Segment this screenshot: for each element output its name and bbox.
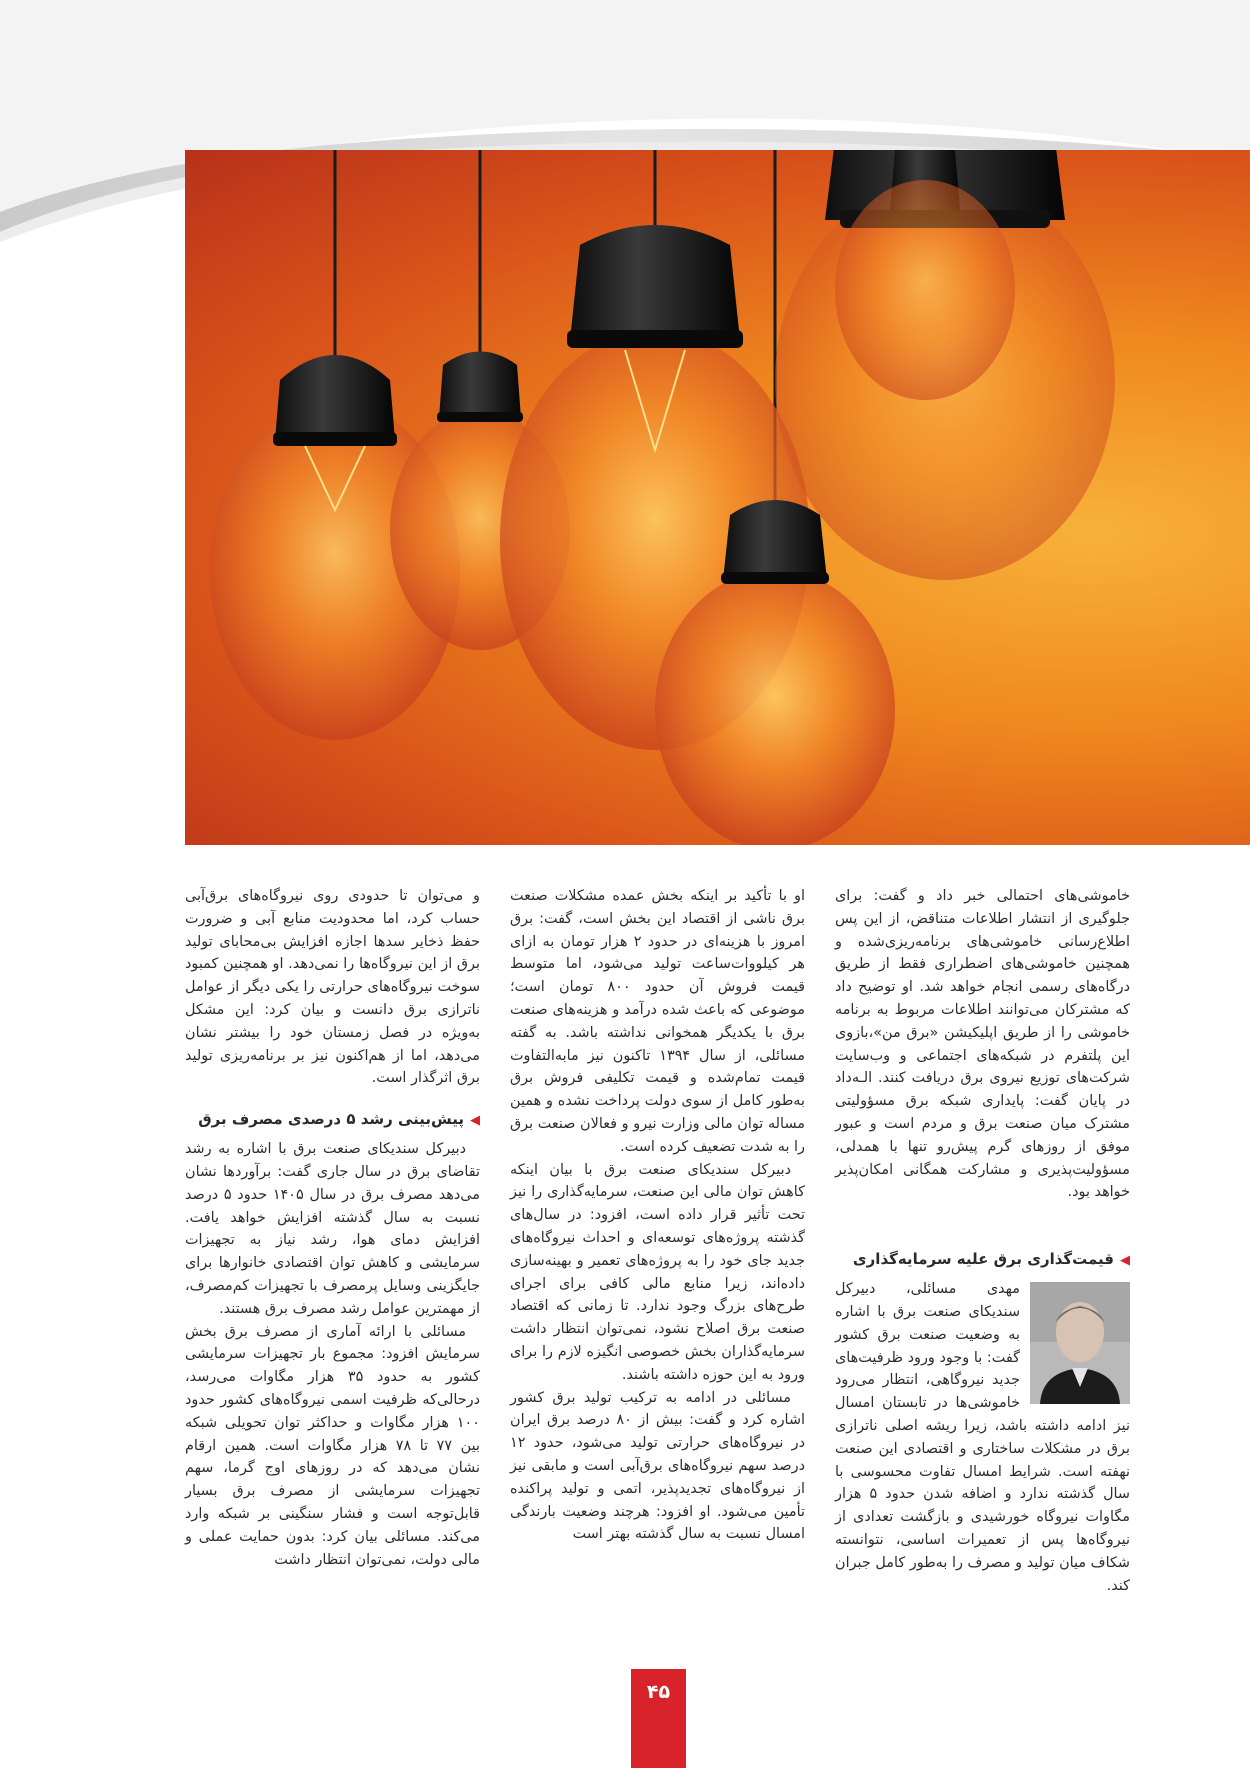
text-column-left: [185, 885, 480, 1571]
section-heading: [835, 1248, 1130, 1272]
section-heading: [185, 1108, 480, 1132]
text-column-right: [835, 885, 1130, 1597]
author-portrait: [1030, 1282, 1130, 1404]
paragraph: مهدی مسائلی، دبیرکل سندیکای صنعت برق با اشاره به وضعیت صنعت برق کشور گفت: با وجود ورود ظرفیت‌های جدید نیروگاهی، انتظار می‌رود خاموشی‌ها در تابستان امسال نیز ادامه داشته باشد، زیرا ریشه اصلی ناترازی برق در مشکلات ساختاری و اقتصادی این صنعت نهفته است. شرایط امسال تفاوت محسوسی با سال گذشته ندارد و اضافه شدن حدود ۵ هزار مگاوات نیروگاه خورشیدی و بازگشت تعدادی از نیروگاه‌ها پس از تعمیرات اساسی، نتوانسته شکاف میان تولید و مصرف را به‌طور کامل جبران کند.: [835, 1281, 1130, 1594]
paragraph: دبیرکل سندیکای صنعت برق با اشاره به رشد تقاضای برق در سال جاری گفت: برآوردها نشان می‌دهد مصرف برق در سال ۱۴۰۵ حدود ۵ درصد نسبت به سال گذشته افزایش خواهد یافت. افزایش دمای هوا، رشد نیاز به تجهیزات سرمایشی و کاهش توان اقتصادی خانوارها برای جایگزینی وسایل پرمصرف با تجهیزات کم‌مصرف، از مهمترین عوامل رشد مصرف برق هستند.: [185, 1141, 480, 1317]
paragraph: مسائلی با ارائه آماری از مصرف برق بخش سرمایش افزود: مجموع بار تجهیزات سرمایشی کشور به حدود ۳۵ هزار مگاوات می‌رسد، درحالی‌که ظرفیت اسمی نیروگاه‌های کشور حدود ۱۰۰ هزار مگاوات و حداکثر توان تحویلی شبکه بین ۷۷ تا ۷۸ هزار مگاوات است. همین ارقام نشان می‌دهد که در روزهای اوج گرما، سهم تجهیزات سرمایشی از مصرف برق بسیار قابل‌توجه است و فشار سنگینی بر شبکه وارد می‌کند. مسائلی بیان کرد: بدون حمایت عملی و مالی دولت، نمی‌توان انتظار داشت: [185, 1323, 480, 1568]
paragraph: دبیرکل سندیکای صنعت برق با بیان اینکه کاهش توان مالی این صنعت، سرمایه‌گذاری را نیز تحت تأثیر قرار داده است، افزود: در سال‌های گذشته پروژه‌های توسعه‌ای و احداث نیروگاه‌های جدید جای خود را به پروژه‌های تعمیر و بهینه‌سازی داده‌اند، زیرا منابع مالی کافی برای اجرای طرح‌های بزرگ وجود ندارد. تا زمانی که اقتصاد صنعت برق اصلاح نشود، نمی‌توان انتظار داشت سرمایه‌گذاران بخش خصوصی انگیزه لازم را برای ورود به این حوزه داشته باشند.: [510, 1161, 805, 1383]
paragraph: مسائلی در ادامه به ترکیب تولید برق کشور اشاره کرد و گفت: بیش از ۸۰ درصد برق ایران در نیروگاه‌های حرارتی تولید می‌شود، حدود ۱۲ درصد سهم نیروگاه‌های برق‌آبی است و مابقی نیز از نیروگاه‌های تجدیدپذیر، اتمی و تولید پراکنده تأمین می‌شود. او افزود: هرچند وضعیت بارندگی امسال نسبت به سال گذشته بهتر است: [510, 1389, 805, 1543]
hero-image-light-bulbs: [185, 150, 1250, 845]
paragraph: خاموشی‌های احتمالی خبر داد و گفت: برای جلوگیری از انتشار اطلاعات متناقض، از این پس اطلاع‌رسانی خاموشی‌های برنامه‌ریزی‌شده و همچنین خاموشی‌های اضطراری فقط از طریق درگاه‌های رسمی انجام خواهد شد. او توضیح داد که مشترکان می‌توانند اطلاعات مربوط به برنامه خاموشی را از طریق اپلیکیشن «برق من»،بازوی این پلتفرم در شبکه‌های اجتماعی و وب‌سایت شرکت‌های توزیع نیروی برق دریافت کنند. الـه‌داد در پایان گفت: پایداری شبکه برق مسؤولیتی مشترک میان صنعت برق و مردم است و عبور موفق از روزهای گرم پیش‌رو تنها با همدلی، مسؤولیت‌پذیری و مشارکت همگانی امکان‌پذیر خواهد بود.: [835, 888, 1130, 1201]
paragraph: و می‌توان تا حدودی روی نیروگاه‌های برق‌آبی حساب کرد، اما محدودیت منابع آبی و ضرورت حفظ ذخایر سدها اجازه افزایش بی‌محابای تولید برق از این نیروگاه‌ها را نمی‌دهد. او همچنین کمبود سوخت نیروگاه‌های حرارتی را یکی دیگر از عوامل ناترازی برق دانست و بیان کرد: این مشکل به‌ویژه در فصل زمستان خود را بیشتر نشان می‌دهد، اما از هم‌اکنون نیز بر برنامه‌ریزی تولید برق اثرگذار است.: [185, 888, 480, 1087]
paragraph: او با تأکید بر اینکه بخش عمده مشکلات صنعت برق ناشی از اقتصاد این بخش است، گفت: برق امروز با هزینه‌ای در حدود ۲ هزار تومان به ازای هر کیلووات‌ساعت تولید می‌شود، اما متوسط قیمت فروش آن حدود ۸۰۰ تومان است؛ موضوعی که باعث شده درآمد و هزینه‌های صنعت برق با یکدیگر همخوانی نداشته باشد. به گفته مسائلی، از سال ۱۳۹۴ تاکنون نیز مابه‌التفاوت قیمت تمام‌شده و قیمت تکلیفی فروش برق به‌طور کامل از سوی دولت پرداخت نشده و همین مساله توان مالی وزارت نیرو و فعالان صنعت برق را به شدت تضعیف کرده است.: [510, 888, 805, 1155]
page-number: ۴۵: [646, 1681, 671, 1703]
triangle-left-icon: ◀: [470, 1113, 480, 1129]
triangle-left-icon: ◀: [1120, 1253, 1130, 1269]
person-portrait-image: [1030, 1282, 1130, 1404]
light-bulbs-illustration: [185, 150, 1250, 845]
section-heading-text: قیمت‌گذاری برق علیه سرمایه‌گذاری: [852, 1250, 1114, 1269]
page-number-tab: [631, 1669, 686, 1768]
section-heading-text: پیش‌بینی رشد ۵ درصدی مصرف برق: [198, 1110, 464, 1129]
text-column-middle: [510, 885, 805, 1546]
